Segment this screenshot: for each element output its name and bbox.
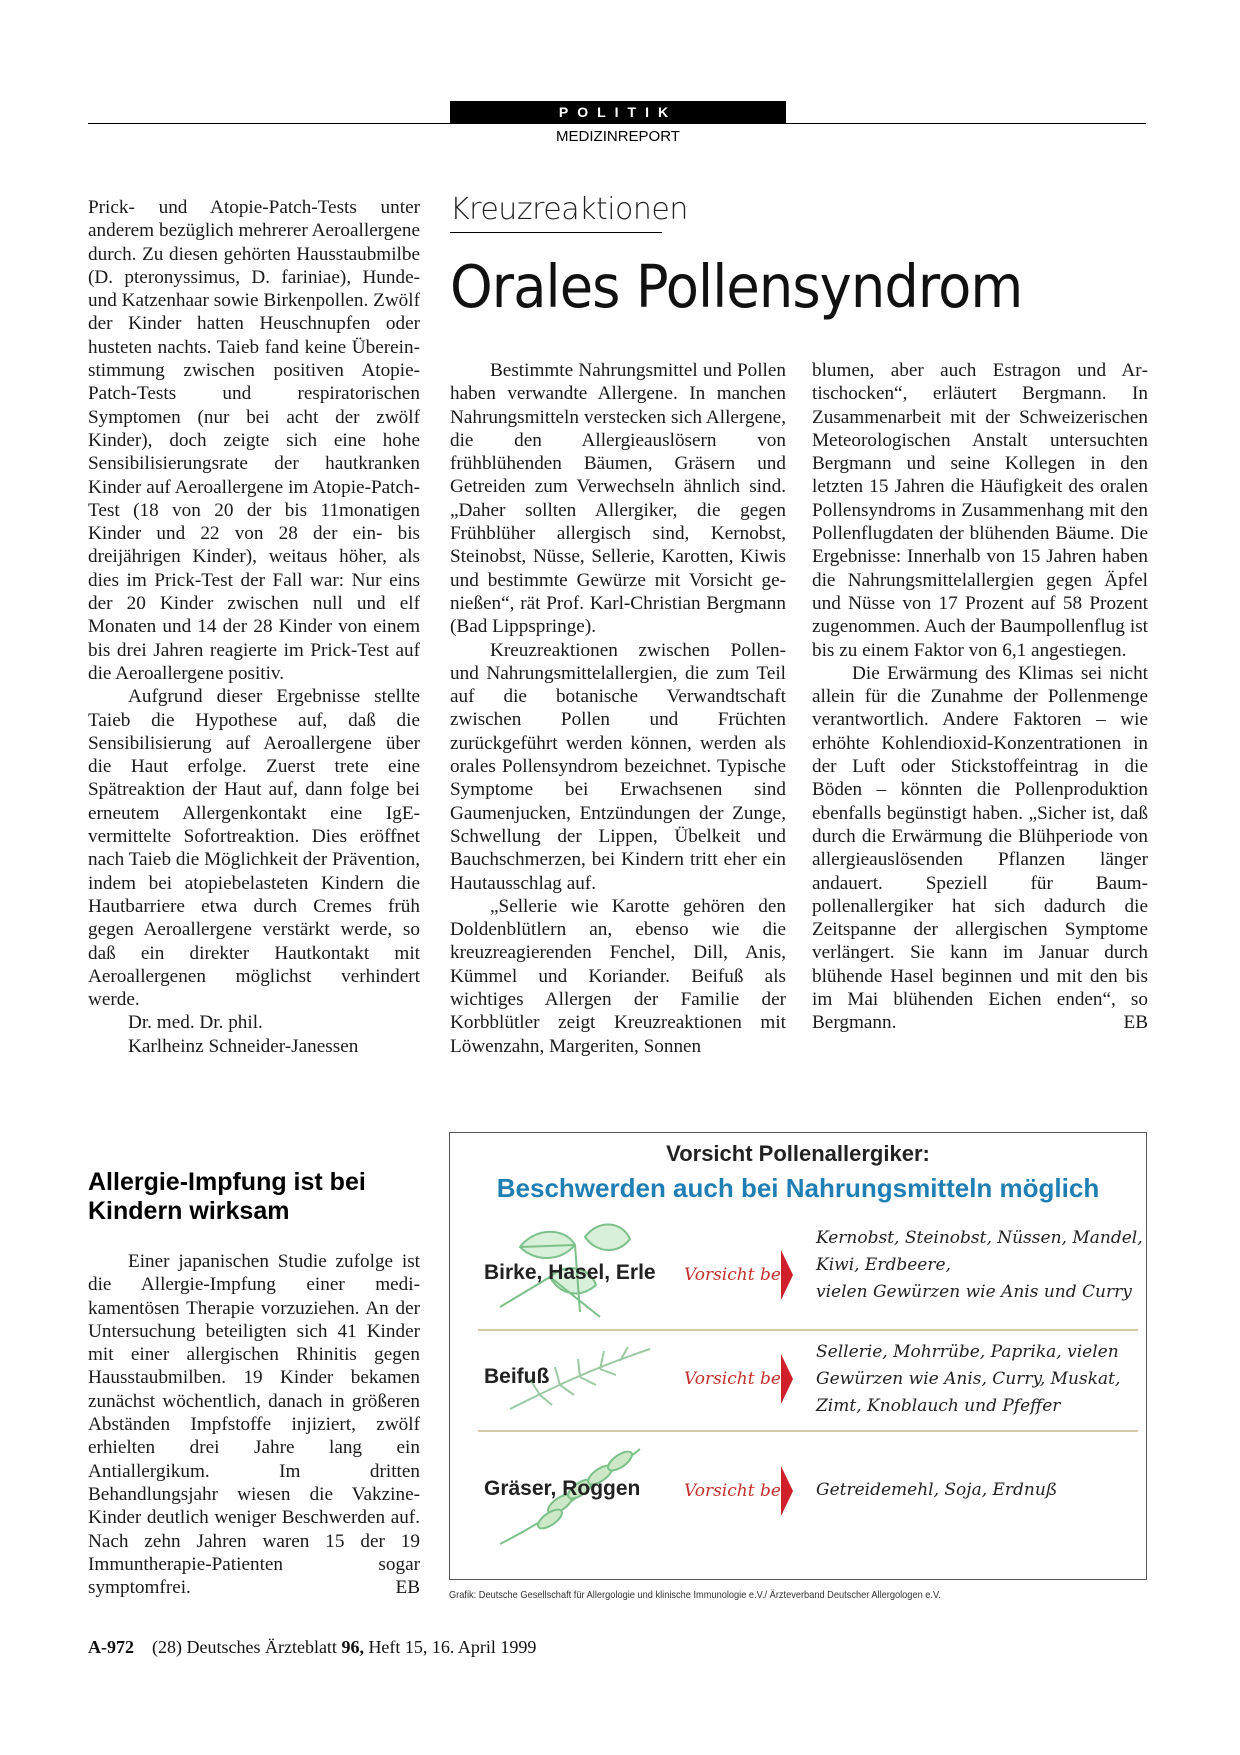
left-paragraph-2: Aufgrund dieser Ergebnisse stellte Taieb die Hypothese auf, daß die Sensibilisierung auf Aeroallergene über die Haut erfolge. Zuerst trete eine Spätreaktion der Haut auf, dann folge bei erneutem Allergenkontakt eine IgE-vermittelte Sofortreaktion. Dies eröffnet nach Taieb die Möglichkeit der Prävention, indem bei atopiebelasteten Kindern die Hautbarriere etwa durch Cremes früh gegen Aeroallergene verstärkt werde, so daß ein direkter Hautkontakt mit Aeroallergenen möglichst verhindert werde. [88,686,420,1011]
graphic-row-2-arrow [781,1354,793,1404]
graphic-row-3-name: Gräser, Roggen [484,1477,641,1500]
article-paragraph-4: blumen, aber auch Estragon und Artischocken“, erläutert Bergmann. In Zusammenarbeit mit der Schweizerischen Meteorologischen Anstalt untersuchten Bergmann und seine Kollegen in den letzten 15 Jahren die Häufigkeit des oralen Pollensyndroms in Zusammenhang mit den Pollenflugdaten der blühenden Bäume. Die Ergebnisse: Innerhalb von 15 Jahren haben die Nahrungsmittelallergien gegen Äpfel und Nüsse von 17 Prozent auf 58 Prozent zugenommen. Auch der Baumpollenflug ist bis zu einem Faktor von 6,1 angestiegen. [812,360,1148,661]
sidebar-body [88,1250,420,1599]
graphic-row-1-arrow [781,1250,793,1300]
food-line: Sellerie, Mohrrübe, Paprika, vielen [816,1342,1119,1362]
article-paragraph-3: „Sellerie wie Karotte gehören den Doldenblütlern an, ebenso wie die kreuzreagierenden Fenchel, Dill, Anis, Kümmel und Koriander. Beifuß als wichtiges Allergen der Familie der Korbblütler zeigt Kreuzreaktionen mit Löwenzahn, Margeriten, Sonnen [450,895,786,1057]
footer-issue-suffix: Heft 15, 16. April 1999 [368,1637,537,1657]
graphic-row-1-name: Birke, Hasel, Erle [484,1261,656,1284]
graphic-row-2-caution: Vorsicht bei [684,1369,787,1389]
article-signature: EB [1123,1012,1148,1034]
sidebar-headline: Allergie-Impfung ist bei Kindern wirksam [88,1168,366,1225]
left-column [88,196,420,1058]
left-paragraph-1: Prick- und Atopie-Patch-Tests unter anderem bezüglich mehrerer Aeroallergene durch. Zu diesen gehörten Hausstaubmilbe (D. pteronyssimus, D. fariniae), Hunde- und Katzenhaar sowie Birkenpollen. Zwölf der Kinder hatten Heuschnupfen oder husteten nachts. Taieb fand keine Übereinstimmung zwischen positiven Atopie-Patch-Tests und respiratorischen Symptomen (nur bei acht der zwölf Kinder), doch zeigte sich eine hohe Sensibilisierungsrate der hautkranken Kinder auf Aeroallergene im Atopie-Patch-Test (18 von 20 der bis 11monatigen Kinder und 22 von 28 der ein- bis dreijährigen Kinder), weitaus höher, als dies im Prick-Test der Fall war: Nur eins der 20 Kinder zwischen null und elf Monaten und 14 der 28 Kinder von einem bis drei Jahren reagierte im Prick-Test auf die Aeroallergene positiv. [88,197,420,684]
graphic-row-2-foods [816,1339,1120,1420]
sidebar-text: Einer japanischen Studie zufolge ist die Allergie-Impfung einer medikamentösen Therapie vorzuziehen. An der Untersuchung beteiligten sich 41 Kinder mit einer allergischen Rhinitis gegen Hausstaubmilben. 19 Kinder bekamen zunächst wöchentlich, danach in größeren Abständen Impfstoffe injiziert, zwölf erhielten drei Jahre lang ein Antiallergikum. Im dritten Behandlungsjahr wiesen die Vakzine-Kinder deutlich weniger Beschwerden auf. Nach zehn Jahren waren 15 der 19 Immuntherapie-Patienten sogar symptomfrei. [88,1251,420,1599]
article-kicker: Kreuzreaktionen [450,192,688,227]
pollen-graphic [449,1132,1147,1580]
graphic-row-1-caution: Vorsicht bei [684,1265,787,1285]
article-headline: Orales Pollensyndrom [450,252,1023,321]
graphic-subtitle: Beschwerden auch bei Nahrungsmitteln möglich [496,1173,1100,1203]
kicker-rule [450,232,662,233]
graphic-row-3-arrow [781,1466,793,1516]
sidebar-signature: EB [395,1577,420,1599]
footer-volume: 96, [341,1637,364,1657]
article-paragraph-2: Kreuzreaktionen zwischen Pollen- und Nahrungsmittelallergien, die zum Teil auf die botanische Verwandtschaft zwischen Pollen und Früchten zurückgeführt werden können, werden als orales Pollensyndrom bezeichnet. Typische Symptome bei Erwachsenen sind Gaumenjucken, Entzündungen der Zunge, Schwellung der Lippen, Übelkeit und Bauchschmerzen, bei Kindern tritt eher ein Hautausschlag auf. [450,639,786,894]
page-number: A-972 [88,1637,134,1657]
graphic-row-3-caution: Vorsicht bei [684,1481,787,1501]
graphic-row-3-foods [816,1477,1057,1504]
article-column-1 [450,359,786,1058]
page-footer [88,1637,536,1658]
article-paragraph-1: Bestimmte Nahrungsmittel und Pollen haben verwandte Allergene. In manchen Nahrungsmitteln verstecken sich Allergene, die den Allergieauslösern von frühblühenden Bäumen, Gräsern und Getreiden zum Verwechseln ähnlich sind. „Daher sollten Allergiker, die gegen Frühblüher allergisch sind, Kernobst, Steinobst, Nüsse, Sellerie, Karotten, Kiwis und bestimmte Gewürze mit Vorsicht genießen“, rät Prof. Karl-Christian Bergmann (Bad Lippspringe). [450,360,786,638]
graphic-separator [478,1329,1138,1331]
graphic-row-1-foods [816,1225,1143,1306]
food-line: Kiwi, Erdbeere, [816,1255,951,1275]
article-column-2 [812,359,1148,1035]
graphic-title: Vorsicht Pollenallergiker: [666,1141,930,1166]
food-line: Getreidemehl, Soja, Erdnuß [816,1480,1058,1500]
footer-issue-prefix: (28) Deutsches Ärzteblatt [152,1637,337,1657]
food-line: Zimt, Knoblauch und Pfeffer [816,1396,1061,1416]
graphic-credit: Grafik: Deutsche Gesellschaft für Allergologie und klinische Immunologie e.V./ Ärzteverband Deutscher Allergologen e.V. [449,1589,941,1601]
graphic-row-2-name: Beifuß [484,1365,550,1388]
food-line: Kernobst, Steinobst, Nüssen, Mandel, [816,1228,1143,1248]
header-rule [88,123,1146,124]
food-line: Gewürzen wie Anis, Curry, Muskat, [816,1369,1121,1389]
section-label: POLITIK [450,101,786,123]
graphic-separator [478,1430,1138,1432]
subsection-label: MEDIZINREPORT [556,128,680,145]
author-line-2: Karlheinz Schneider-Janessen [128,1035,359,1057]
article-paragraph-5: Die Erwärmung des Klimas sei nicht allein für die Zunahme der Pollenmenge verantwortlich. Andere Faktoren – wie erhöhte Kohlendioxid-Konzentrationen in der Luft oder Stickstoffeintrag in die Böden – könnten die Pollenproduktion ebenfalls begünstigt haben. „Sicher ist, daß durch die Erwärmung die Blühperiode von allergieauslösenden Pflanzen länger andauert. Speziell für Baumpollenallergiker hat sich dadurch die Zeitspanne der allergischen Symptome verlängert. Sie kann im Januar durch blühende Hasel beginnen und mit den bis im Mai blühenden Eichen enden“, so Bergmann. [812,662,1148,1034]
food-line: vielen Gewürzen wie Anis und Curry [816,1282,1132,1302]
author-line-1: Dr. med. Dr. phil. [128,1012,263,1034]
